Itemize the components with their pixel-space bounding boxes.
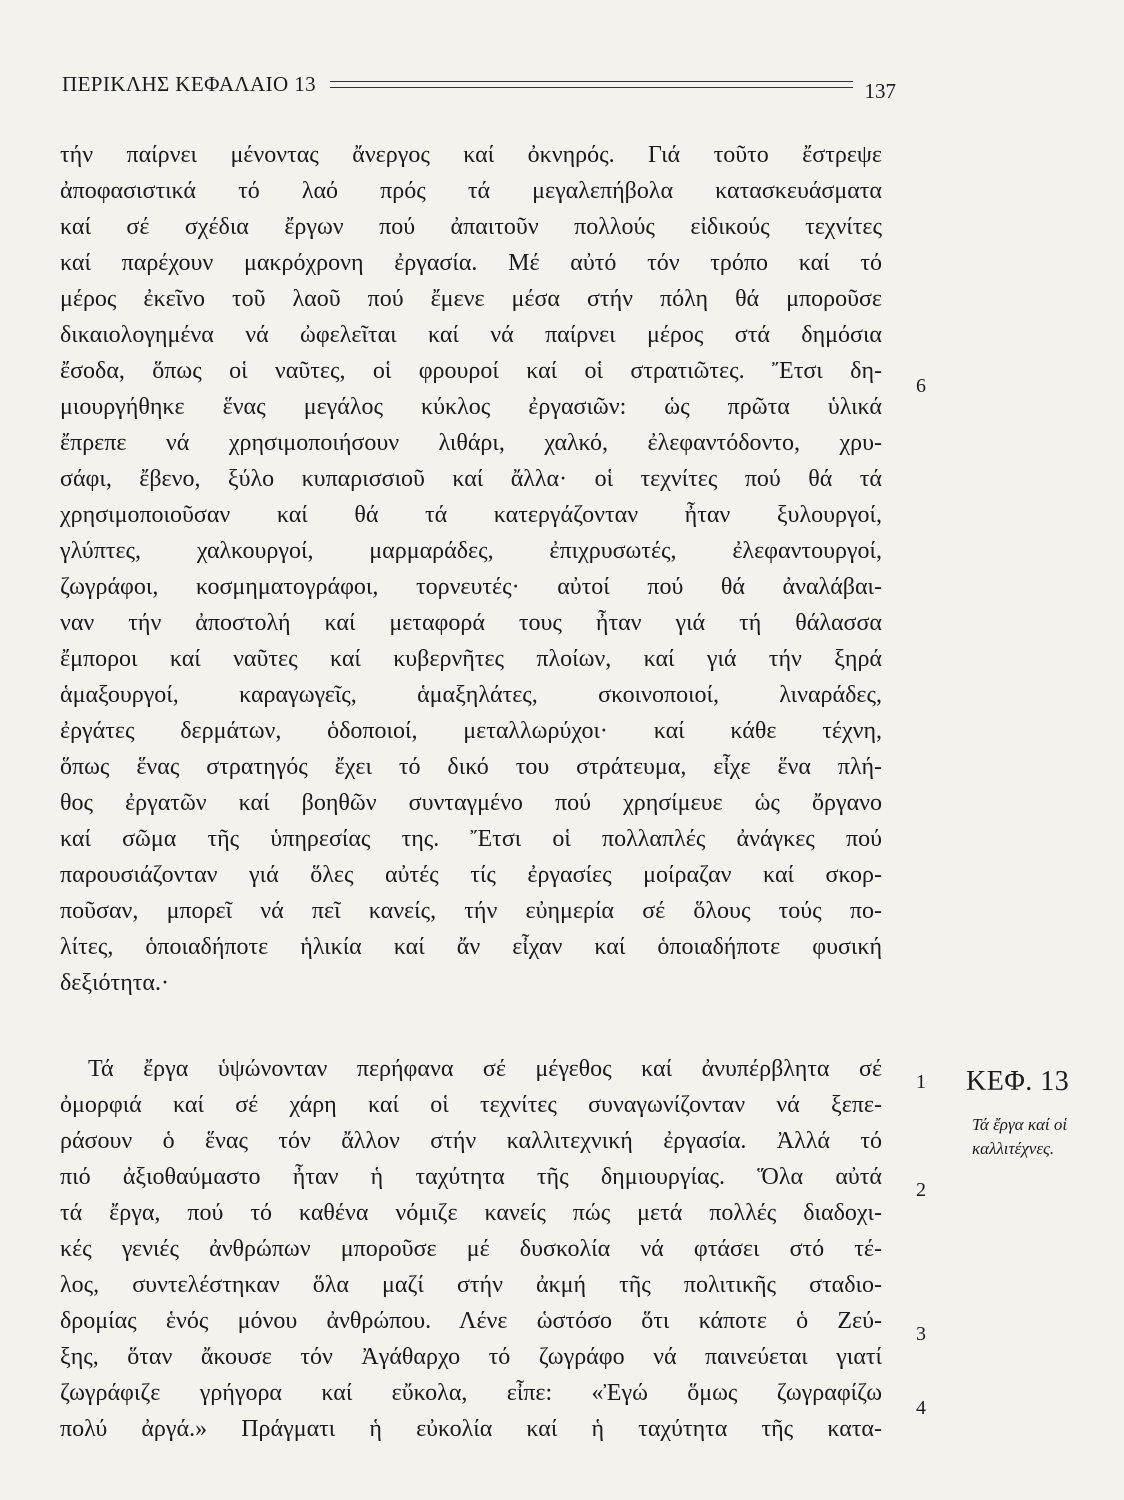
text-line: ὅπως ἕνας στρατηγός ἔχει τό δικό του στράτευμα, εἶχε ἕνα πλή- [60, 754, 882, 780]
text-line: ξης, ὅταν ἄκουσε τόν Ἀγάθαρχο τό ζωγράφο νά παινεύεται γιατί [60, 1344, 882, 1370]
text-line: τά ἔργα, πού τό καθένα νόμιζε κανείς πώς μετά πολλές διαδοχι- [60, 1200, 882, 1226]
text-line: πιό ἀξιοθαύμαστο ἦταν ἡ ταχύτητα τῆς δημιουργίας. Ὅλα αὐτά [60, 1164, 882, 1190]
text-line: καί σέ σχέδια ἔργων πού ἀπαιτοῦν πολλούς εἰδικούς τεχνίτες [60, 214, 882, 240]
text-line: δρομίας ἑνός μόνου ἀνθρώπου. Λένε ὡστόσο ὅτι κάποτε ὁ Ζεύ- [60, 1308, 882, 1334]
section-number: 1 [916, 1071, 926, 1093]
text-line: ζωγράφοι, κοσμηματογράφοι, τορνευτές· αὐτοί πού θά ἀναλάβαι- [60, 574, 882, 600]
header-title: ΠΕΡΙΚΛΗΣ ΚΕΦΑΛΑΙΟ 13 [62, 71, 317, 96]
text-line: Τά ἔργα ὑψώνονταν περήφανα σέ μέγεθος καί ἀνυπέρβλητα σέ [88, 1056, 882, 1082]
section-number: 4 [916, 1397, 926, 1419]
page-number: 137 [864, 78, 896, 103]
section-number: 3 [916, 1323, 926, 1345]
text-line: σάφι, ἔβενο, ξύλο κυπαρισσιοῦ καί ἄλλα· οἱ τεχνίτες πού θά τά [60, 466, 882, 492]
text-line: ὀμορφιά καί σέ χάρη καί οἱ τεχνίτες συναγωνίζονταν νά ξεπε- [60, 1092, 882, 1118]
text-line: ἔμποροι καί ναῦτες καί κυβερνῆτες πλοίων, καί γιά τήν ξηρά [60, 646, 882, 672]
text-line: τήν παίρνει μένοντας ἄνεργος καί ὀκνηρός. Γιά τοῦτο ἔστρεψε [60, 142, 882, 168]
text-line: χρησιμοποιοῦσαν καί θά τά κατεργάζονταν ἦταν ξυλουργοί, [60, 502, 882, 528]
text-line: καί παρέχουν μακρόχρονη ἐργασία. Μέ αὐτό τόν τρόπο καί τό [60, 250, 882, 276]
chapter-heading: ΚΕΦ. 13 [966, 1066, 1070, 1097]
text-line: ναν τήν ἀποστολή καί μεταφορά τους ἦταν γιά τή θάλασσα [60, 610, 882, 636]
text-line: ἔπρεπε νά χρησιμοποιήσουν λιθάρι, χαλκό, ἐλεφαντόδοντο, χρυ- [60, 430, 882, 456]
text-line: δεξιότητα.· [60, 970, 169, 996]
text-line: ράσουν ὁ ἕνας τόν ἄλλον στήν καλλιτεχνική ἐργασία. Ἀλλά τό [60, 1128, 882, 1154]
text-line: ἀποφασιστικά τό λαό πρός τά μεγαλεπήβολα κατασκευάσματα [60, 178, 882, 204]
text-line: δικαιολογημένα νά ὠφελεῖται καί νά παίρνει μέρος στά δημόσια [60, 322, 882, 348]
text-line: θος ἐργατῶν καί βοηθῶν συνταγμένο πού χρησίμευε ὡς ὄργανο [60, 790, 882, 816]
chapter-subtitle-line: καλλιτέχνες. [972, 1139, 1055, 1158]
text-line: ἔσοδα, ὅπως οἱ ναῦτες, οἱ φρουροί καί οἱ στρατιῶτες. Ἔτσι δη- [60, 358, 882, 384]
text-line: λος, συντελέστηκαν ὅλα μαζί στήν ἀκμή τῆς πολιτικῆς σταδιο- [60, 1272, 882, 1298]
running-header [62, 64, 896, 104]
text-line: ἐργάτες δερμάτων, ὁδοποιοί, μεταλλωρύχοι· καί κάθε τέχνη, [60, 718, 882, 744]
text-line: καί σῶμα τῆς ὑπηρεσίας της. Ἔτσι οἱ πολλαπλές ἀνάγκες πού [60, 826, 882, 852]
header-rule [330, 81, 852, 88]
section-number: 2 [916, 1179, 926, 1201]
section-number: 6 [916, 375, 926, 397]
text-line: ποῦσαν, μπορεῖ νά πεῖ κανείς, τήν εὐημερία σέ ὅλους τούς πο- [60, 898, 882, 924]
text-line: γλύπτες, χαλκουργοί, μαρμαράδες, ἐπιχρυσωτές, ἐλεφαντουργοί, [60, 538, 882, 564]
text-line: πολύ ἀργά.» Πράγματι ἡ εὐκολία καί ἡ ταχύτητα τῆς κατα- [60, 1416, 882, 1442]
chapter-subtitle-line: Τά ἔργα καί οἱ [972, 1115, 1068, 1134]
text-line: ἁμαξουργοί, καραγωγεῖς, ἁμαξηλάτες, σκοινοποιοί, λιναράδες, [60, 682, 882, 708]
text-line: μιουργήθηκε ἕνας μεγάλος κύκλος ἐργασιῶν: ὡς πρῶτα ὑλικά [60, 394, 882, 420]
text-line: μέρος ἐκεῖνο τοῦ λαοῦ πού ἔμενε μέσα στήν πόλη θά μποροῦσε [60, 286, 882, 312]
text-line: λίτες, ὁποιαδήποτε ἡλικία καί ἄν εἶχαν καί ὁποιαδήποτε φυσική [60, 934, 882, 960]
text-line: παρουσιάζονταν γιά ὅλες αὐτές τίς ἐργασίες μοίραζαν καί σκορ- [60, 862, 882, 888]
text-line: ζωγράφιζε γρήγορα καί εὔκολα, εἶπε: «Ἐγώ ὅμως ζωγραφίζω [60, 1380, 882, 1406]
text-line: κές γενιές ἀνθρώπων μποροῦσε μέ δυσκολία νά φτάσει στό τέ- [60, 1236, 882, 1262]
